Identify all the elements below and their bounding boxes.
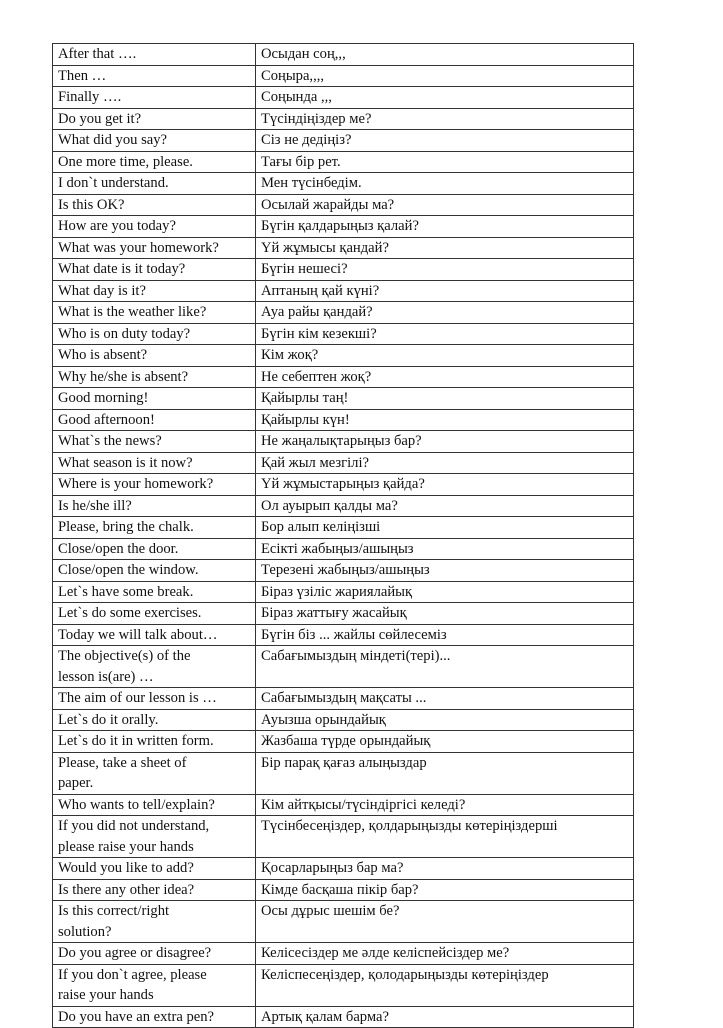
kazakh-translation-cell: Қайырлы күн! [256,409,634,431]
table-row [53,302,634,324]
table-row [53,259,634,281]
table-row [53,901,634,943]
english-phrase-cell: Who wants to tell/explain? [53,794,256,816]
kazakh-translation-cell: Ауа райы қандай? [256,302,634,324]
english-phrase-cell: What day is it? [53,280,256,302]
table-row [53,943,634,965]
table-row [53,280,634,302]
kazakh-translation-cell: Бор алып келіңізші [256,517,634,539]
table-row [53,173,634,195]
table-row [53,388,634,410]
english-phrase-cell: What is the weather like? [53,302,256,324]
table-row [53,879,634,901]
english-phrase-cell: The objective(s) of the lesson is(are) … [53,646,256,688]
table-row [53,858,634,880]
table-row [53,1006,634,1028]
english-phrase-cell: Good morning! [53,388,256,410]
english-phrase-cell: Then … [53,65,256,87]
english-phrase-cell: Would you like to add? [53,858,256,880]
table-row [53,151,634,173]
english-phrase-cell: Let`s do some exercises. [53,603,256,625]
table-row [53,688,634,710]
kazakh-translation-cell: Соңында ,,, [256,87,634,109]
kazakh-translation-cell: Осы дұрыс шешім бе? [256,901,634,943]
table-row [53,237,634,259]
english-phrase-cell: I don`t understand. [53,173,256,195]
kazakh-translation-cell: Біраз жаттығу жасайық [256,603,634,625]
english-phrase-cell: Please, take a sheet of paper. [53,752,256,794]
english-phrase-cell: Is there any other idea? [53,879,256,901]
kazakh-translation-cell: Қайырлы таң! [256,388,634,410]
table-row [53,323,634,345]
english-phrase-cell: Close/open the window. [53,560,256,582]
table-row [53,452,634,474]
kazakh-translation-cell: Ол ауырып қалды ма? [256,495,634,517]
english-phrase-cell: If you don`t agree, please raise your hands [53,964,256,1006]
english-phrase-cell: What date is it today? [53,259,256,281]
table-row [53,65,634,87]
english-phrase-cell: What was your homework? [53,237,256,259]
english-phrase-cell: Do you have an extra pen? [53,1006,256,1028]
table-row [53,409,634,431]
table-row [53,194,634,216]
kazakh-translation-cell: Келіспесеңіздер, қолодарыңызды көтеріңіздер [256,964,634,1006]
kazakh-translation-cell: Бүгін біз ... жайлы сөйлесеміз [256,624,634,646]
english-phrase-cell: The aim of our lesson is … [53,688,256,710]
english-phrase-cell: Who is absent? [53,345,256,367]
kazakh-translation-cell: Аптаның қай күні? [256,280,634,302]
kazakh-translation-cell: Соңыра,,,, [256,65,634,87]
english-phrase-cell: What`s the news? [53,431,256,453]
kazakh-translation-cell: Қосарларыңыз бар ма? [256,858,634,880]
english-phrase-cell: Finally …. [53,87,256,109]
kazakh-translation-cell: Үй жұмысы қандай? [256,237,634,259]
english-phrase-cell: Let`s do it orally. [53,709,256,731]
table-row [53,964,634,1006]
table-row [53,495,634,517]
kazakh-translation-cell: Біраз үзіліс жариялайық [256,581,634,603]
kazakh-translation-cell: Кім айтқысы/түсіндіргісі келеді? [256,794,634,816]
kazakh-translation-cell: Түсіндіңіздер ме? [256,108,634,130]
kazakh-translation-cell: Артық қалам барма? [256,1006,634,1028]
kazakh-translation-cell: Бүгін кім кезекші? [256,323,634,345]
english-phrase-cell: Is this OK? [53,194,256,216]
table-row [53,366,634,388]
table-row [53,474,634,496]
table-row [53,603,634,625]
english-phrase-cell: Do you agree or disagree? [53,943,256,965]
kazakh-translation-cell: Сабағымыздың міндеті(тері)... [256,646,634,688]
english-phrase-cell: Let`s do it in written form. [53,731,256,753]
kazakh-translation-cell: Есікті жабыңыз/ашыңыз [256,538,634,560]
english-phrase-cell: Let`s have some break. [53,581,256,603]
kazakh-translation-cell: Келісесіздер ме әлде келіспейсіздер ме? [256,943,634,965]
table-row [53,752,634,794]
kazakh-translation-cell: Жазбаша түрде орындайық [256,731,634,753]
table-row [53,216,634,238]
kazakh-translation-cell: Осылай жарайды ма? [256,194,634,216]
english-phrase-cell: Today we will talk about… [53,624,256,646]
kazakh-translation-cell: Осыдан соң,,, [256,44,634,66]
table-row [53,431,634,453]
table-row [53,44,634,66]
english-phrase-cell: What season is it now? [53,452,256,474]
english-phrase-cell: How are you today? [53,216,256,238]
kazakh-translation-cell: Не себептен жоқ? [256,366,634,388]
phrase-table [52,43,634,1028]
kazakh-translation-cell: Не жаңалықтарыңыз бар? [256,431,634,453]
english-phrase-cell: Why he/she is absent? [53,366,256,388]
kazakh-translation-cell: Кім жоқ? [256,345,634,367]
kazakh-translation-cell: Бүгін нешесі? [256,259,634,281]
table-row [53,345,634,367]
english-phrase-cell: Who is on duty today? [53,323,256,345]
english-phrase-cell: Is this correct/right solution? [53,901,256,943]
kazakh-translation-cell: Кімде басқаша пікір бар? [256,879,634,901]
kazakh-translation-cell: Ауызша орындайық [256,709,634,731]
kazakh-translation-cell: Мен түсінбедім. [256,173,634,195]
kazakh-translation-cell: Түсінбесеңіздер, қолдарыңызды көтеріңіздерші [256,816,634,858]
table-row [53,108,634,130]
table-row [53,731,634,753]
kazakh-translation-cell: Бір парақ қағаз алыңыздар [256,752,634,794]
english-phrase-cell: Is he/she ill? [53,495,256,517]
table-row [53,517,634,539]
table-row [53,624,634,646]
phrase-table-body [53,44,634,1028]
table-row [53,560,634,582]
table-row [53,794,634,816]
english-phrase-cell: What did you say? [53,130,256,152]
english-phrase-cell: Close/open the door. [53,538,256,560]
kazakh-translation-cell: Бүгін қалдарыңыз қалай? [256,216,634,238]
table-row [53,87,634,109]
table-row [53,581,634,603]
english-phrase-cell: If you did not understand, please raise your hands [53,816,256,858]
english-phrase-cell: After that …. [53,44,256,66]
english-phrase-cell: Please, bring the chalk. [53,517,256,539]
english-phrase-cell: Do you get it? [53,108,256,130]
table-row [53,538,634,560]
kazakh-translation-cell: Терезені жабыңыз/ашыңыз [256,560,634,582]
english-phrase-cell: Good afternoon! [53,409,256,431]
kazakh-translation-cell: Тағы бір рет. [256,151,634,173]
table-row [53,130,634,152]
kazakh-translation-cell: Үй жұмыстарыңыз қайда? [256,474,634,496]
kazakh-translation-cell: Сабағымыздың мақсаты ... [256,688,634,710]
english-phrase-cell: Where is your homework? [53,474,256,496]
kazakh-translation-cell: Сіз не дедіңіз? [256,130,634,152]
english-phrase-cell: One more time, please. [53,151,256,173]
table-row [53,646,634,688]
kazakh-translation-cell: Қай жыл мезгілі? [256,452,634,474]
table-row [53,709,634,731]
table-row [53,816,634,858]
